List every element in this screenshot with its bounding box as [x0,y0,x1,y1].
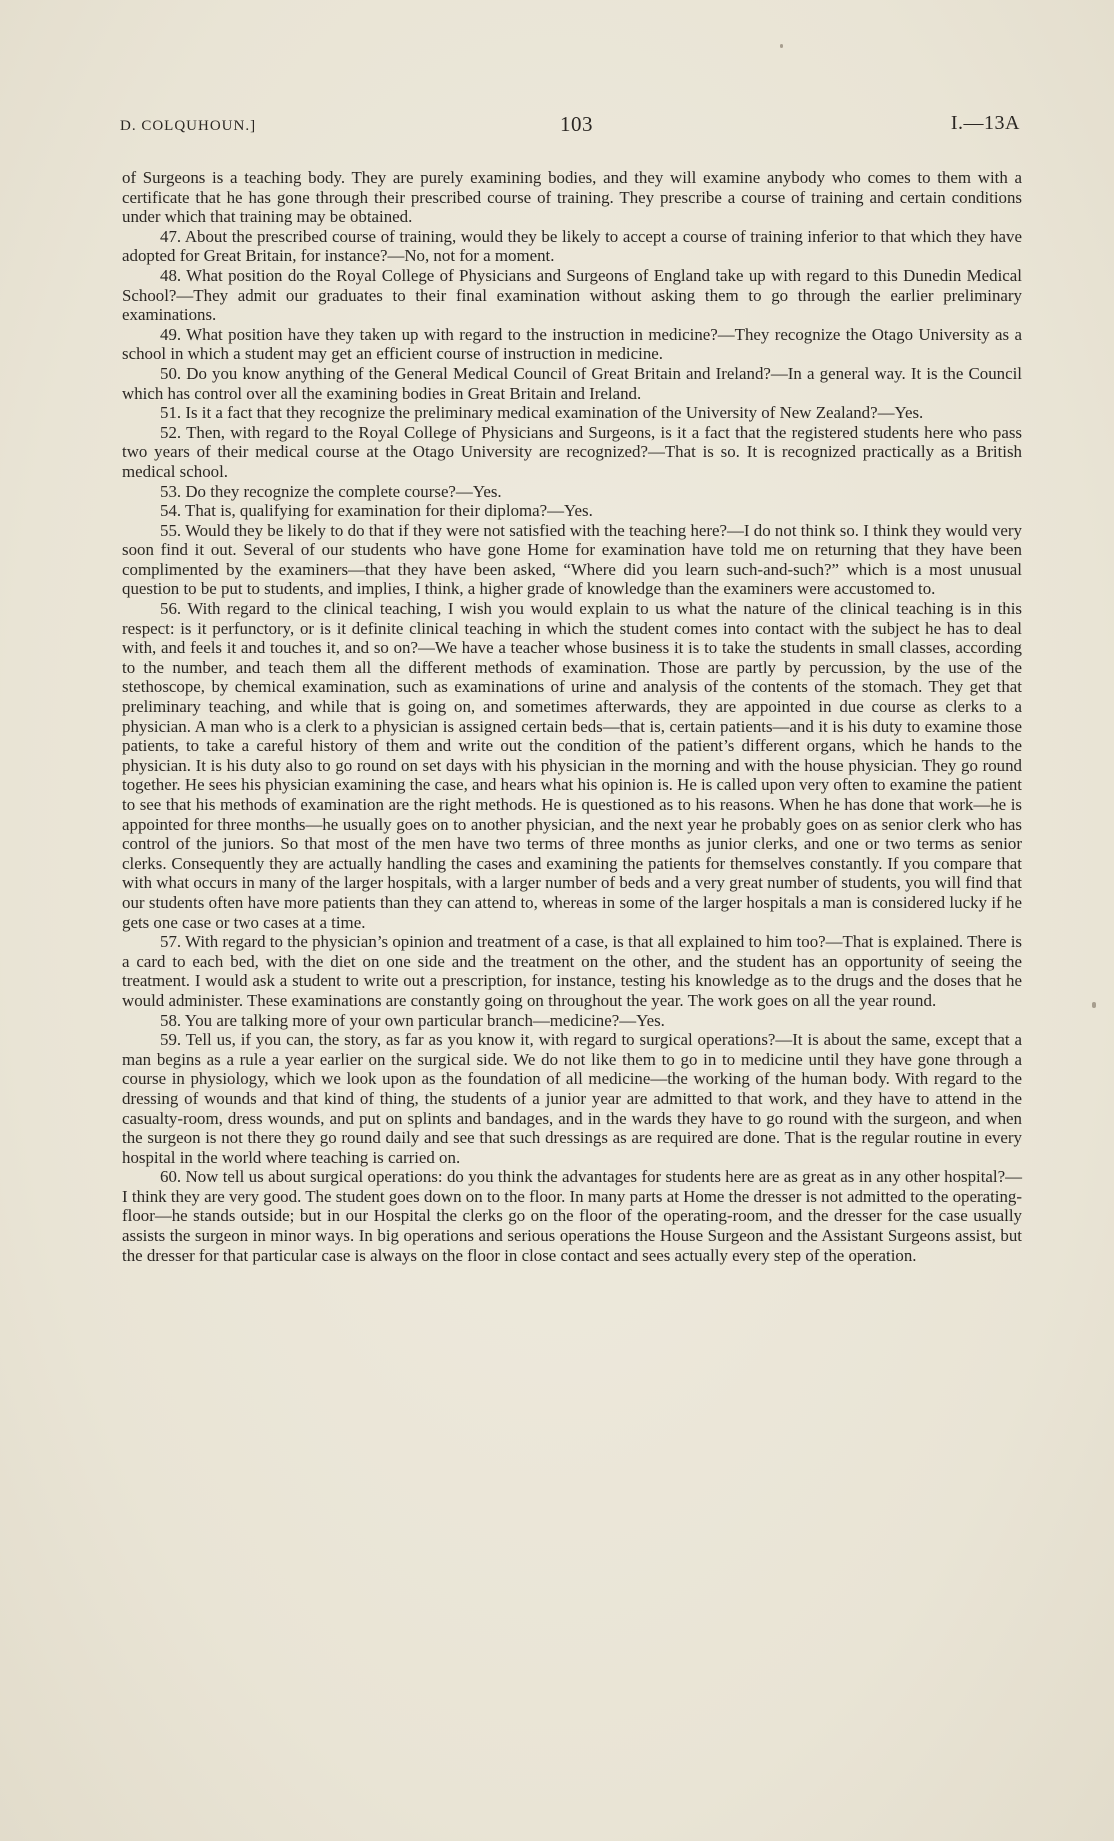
paragraph-47: 47. About the prescribed course of training, would they be likely to accept a course of training inferior to that which they have adopted for Great Britain, for instance?—No, not for a moment. [122,226,1022,266]
page-header [120,110,1020,140]
header-witness-name: D. COLQUHOUN.] [120,118,257,134]
paragraph-48: 48. What position do the Royal College of Physicians and Surgeons of England take up with regard to this Dunedin Medical School?—They admit our graduates to their final examination without asking them to go through the earlier preliminary examinations. [122,265,1022,325]
paragraph-60: 60. Now tell us about surgical operations: do you think the advantages for students here are as great as in any other hospital?—I think they are very good. The student goes down on to the floor. In many parts at Home the dresser is not admitted to the operating-floor—he stands outside; but in our Hospital the clerks go on the floor of the operating-room, and the dresser for the case usually assists the surgeon in minor ways. In big operations and serious operations the House Surgeon and the Assistant Surgeons assist, but the dresser for that particular case is always on the floor in close contact and sees actually every step of the operation. [122,1167,1022,1265]
paragraph-52: 52. Then, with regard to the Royal College of Physicians and Surgeons, is it a fact that the registered students here who pass two years of their medical course at the Otago University are recognized?—That is so. It is recognized practically as a British medical school. [122,422,1022,481]
paragraph-50: 50. Do you know anything of the General Medical Council of Great Britain and Ireland?—In a general way. It is the Council which has control over all the examining bodies in Great Britain and Ireland. [122,363,1022,403]
paragraph-54: 54. That is, qualifying for examination for their diploma?—Yes. [160,501,593,521]
paper-speck [780,44,783,48]
header-document-reference: I.—13A [950,112,1020,134]
paragraph-55: 55. Would they be likely to do that if they were not satisfied with the teaching here?—I do not think so. I think they would very soon find it out. Several of our students who have gone Home for examination have told me on returning that they have been complimented by the examiners—that they have been asked, “Where did you learn such-and-such?” which is a most unusual question to be put to students, and implies, I think, a higher grade of knowledge than the examiners were accustomed to. [122,520,1022,599]
paragraph-53: 53. Do they recognize the complete course?—Yes. [160,481,502,501]
paragraph-49: 49. What position have they taken up with regard to the instruction in medicine?—They recognize the Otago University as a school in which a student may get an efficient course of instruction in medicine. [122,324,1022,364]
document-body [122,168,1022,1265]
paragraph-58: 58. You are talking more of your own particular branch—medicine?—Yes. [160,1010,665,1030]
paragraph-57: 57. With regard to the physician’s opinion and treatment of a case, is that all explained to him too?—That is explained. There is a card to each bed, with the diet on one side and the treatment on the other, and the student has an opportunity of seeing the treatment. I would ask a student to write out a prescription, for instance, testing his knowledge as to the drugs and the doses that he would administer. These examinations are constantly going on throughout the year. The work goes on all the year round. [122,932,1022,1010]
paragraph-continuation: of Surgeons is a teaching body. They are purely examining bodies, and they will examine anybody who comes to them with a certificate that he has gone through their prescribed course of training. They prescribe a course of training and certain conditions under which that training may be obtained. [122,168,1022,227]
header-page-number: 103 [560,112,593,136]
paragraph-51: 51. Is it a fact that they recognize the preliminary medical examination of the University of New Zealand?—Yes. [160,403,924,423]
paragraph-56: 56. With regard to the clinical teaching, I wish you would explain to us what the nature of the clinical teaching is in this respect: is it perfunctory, or is it definite clinical teaching in which the student comes into contact with the subject he has to deal with, and feels it and touches it, and so on?—We have a teacher whose business it is to take the students in small classes, according to the number, and teach them all the different methods of examination. Those are partly by percussion, by the use of the stethoscope, by chemical examination, such as examinations of urine and analysis of the contents of the stomach. They get that preliminary teaching, and while that is going on, and sometimes afterwards, they are appointed in due course as clerks to a physician. A man who is a clerk to a physician is assigned certain beds—that is, certain patients—and it is his duty to examine those patients, to take a careful history of them and write out the condition of the patient’s different organs, which he hands to the physician. It is his duty also to go round on set days with his physician in the morning and with the house physician. They go round together. He sees his physician examining the case, and hears what his opinion is. He is called upon very often to examine the patient to see that his methods of examination are the right methods. He is questioned as to his reasons. When he has done that work—he is appointed for three months—he usually goes on to another physician, and the next year he probably goes on as senior clerk who has control of the juniors. So that most of the men have two terms of three months as junior clerks, and one or two terms as senior clerks. Consequently they are actually handling the cases and examining the patients for themselves constantly. If you compare that with what occurs in many of the larger hospitals, with a larger number of beds and a very great number of students, you will find that our students often have more patients than they can attend to, whereas in some of the larger hospitals a man is considered lucky if he gets one case or two cases at a time. [122,599,1022,932]
paragraph-59: 59. Tell us, if you can, the story, as far as you know it, with regard to surgical operations?—It is about the same, except that a man begins as a rule a year earlier on the surgical side. We do not like them to go in to medicine until they have gone through a course in physiology, which we look upon as the foundation of all medicine—the working of the human body. With regard to the dressing of wounds and that kind of thing, the students of a junior year are admitted to that work, and they have to attend in the casualty-room, dress wounds, and put on splints and bandages, and in the wards they have to go round with the surgeon, and when the surgeon is not there they go round daily and see that such dressings as are required are done. That is the regular routine in every hospital in the world where teaching is carried on. [122,1030,1022,1167]
paper-speck [1092,1002,1096,1008]
